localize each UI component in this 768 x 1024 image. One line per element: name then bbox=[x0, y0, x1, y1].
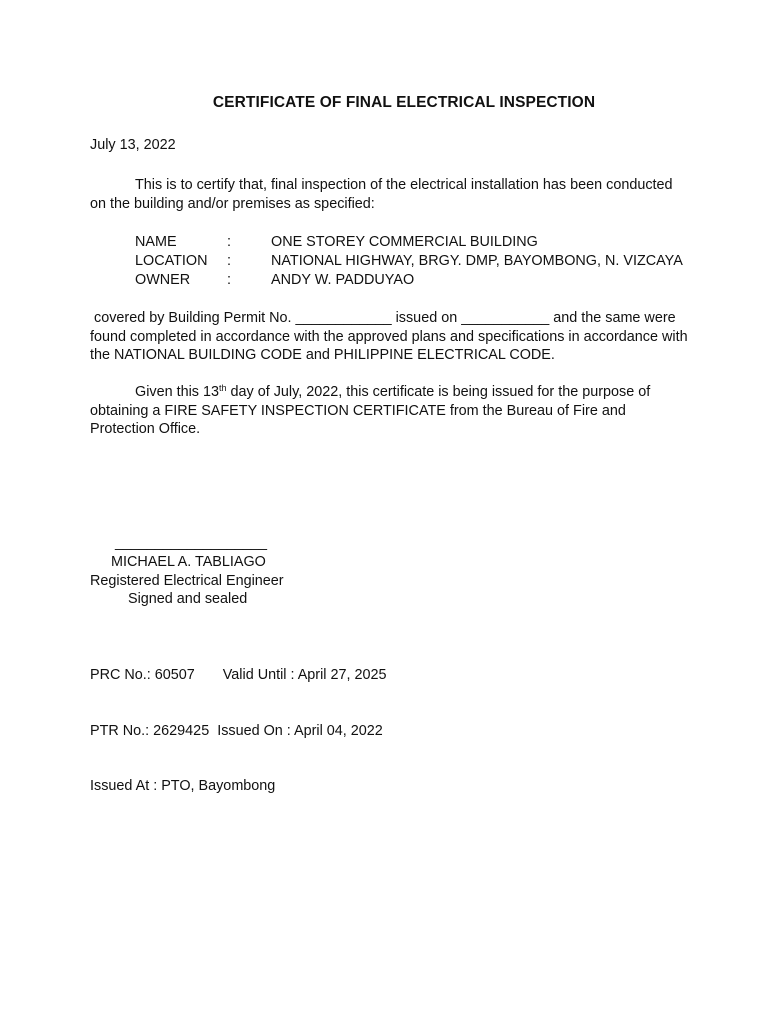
spec-colon: : bbox=[227, 234, 231, 250]
spec-label: NAME bbox=[135, 234, 177, 250]
intro-line-1: This is to certify that, final inspection of the electrical installation has been conducted bbox=[135, 177, 673, 193]
credentials-block bbox=[90, 629, 387, 833]
spec-row-owner bbox=[135, 271, 683, 290]
spec-label: OWNER bbox=[135, 272, 191, 288]
spec-value: ANDY W. PADDUYAO bbox=[271, 272, 415, 288]
signatory-name: MICHAEL A. TABLIAGO bbox=[111, 554, 266, 570]
signature-line: ___________________ bbox=[115, 535, 268, 551]
spec-row-name bbox=[135, 233, 683, 252]
intro-paragraph bbox=[90, 176, 730, 213]
document-title: CERTIFICATE OF FINAL ELECTRICAL INSPECTION bbox=[212, 94, 596, 111]
prc-number: PRC No.: 60507 Valid Until : April 27, 2025 bbox=[90, 667, 387, 683]
spec-label: LOCATION bbox=[135, 253, 208, 269]
given-line-2: obtaining a FIRE SAFETY INSPECTION CERTIFICATE from the Bureau of Fire and bbox=[90, 402, 626, 419]
signature-block bbox=[90, 553, 284, 609]
permit-paragraph bbox=[90, 309, 730, 365]
spec-colon: : bbox=[227, 272, 231, 288]
specification-list bbox=[135, 233, 683, 290]
given-line-1: Given this 13th day of July, 2022, this certificate is being issued for the purpose of bbox=[135, 383, 651, 400]
spec-colon: : bbox=[227, 253, 231, 269]
permit-line-2: found completed in accordance with the approved plans and specifications in accordance with bbox=[90, 328, 688, 345]
spec-value: NATIONAL HIGHWAY, BRGY. DMP, BAYOMBONG, N. VIZCAYA bbox=[271, 253, 683, 269]
permit-line-1: covered by Building Permit No. ____________ issued on ___________ and the same were bbox=[90, 310, 676, 326]
spec-value: ONE STOREY COMMERCIAL BUILDING bbox=[271, 234, 538, 250]
intro-line-2: on the building and/or premises as specified: bbox=[90, 195, 375, 212]
signed-sealed-note: Signed and sealed bbox=[128, 591, 248, 607]
permit-line-3: the NATIONAL BUILDING CODE and PHILIPPINE ELECTRICAL CODE. bbox=[90, 347, 555, 363]
given-line-3: Protection Office. bbox=[90, 421, 201, 437]
given-paragraph bbox=[90, 383, 730, 439]
signatory-role: Registered Electrical Engineer bbox=[90, 572, 284, 589]
issued-at: Issued At : PTO, Bayombong bbox=[90, 778, 276, 794]
spec-row-location bbox=[135, 252, 683, 271]
document-date: July 13, 2022 bbox=[90, 137, 176, 153]
ptr-number: PTR No.: 2629425 Issued On : April 04, 2022 bbox=[90, 722, 383, 739]
